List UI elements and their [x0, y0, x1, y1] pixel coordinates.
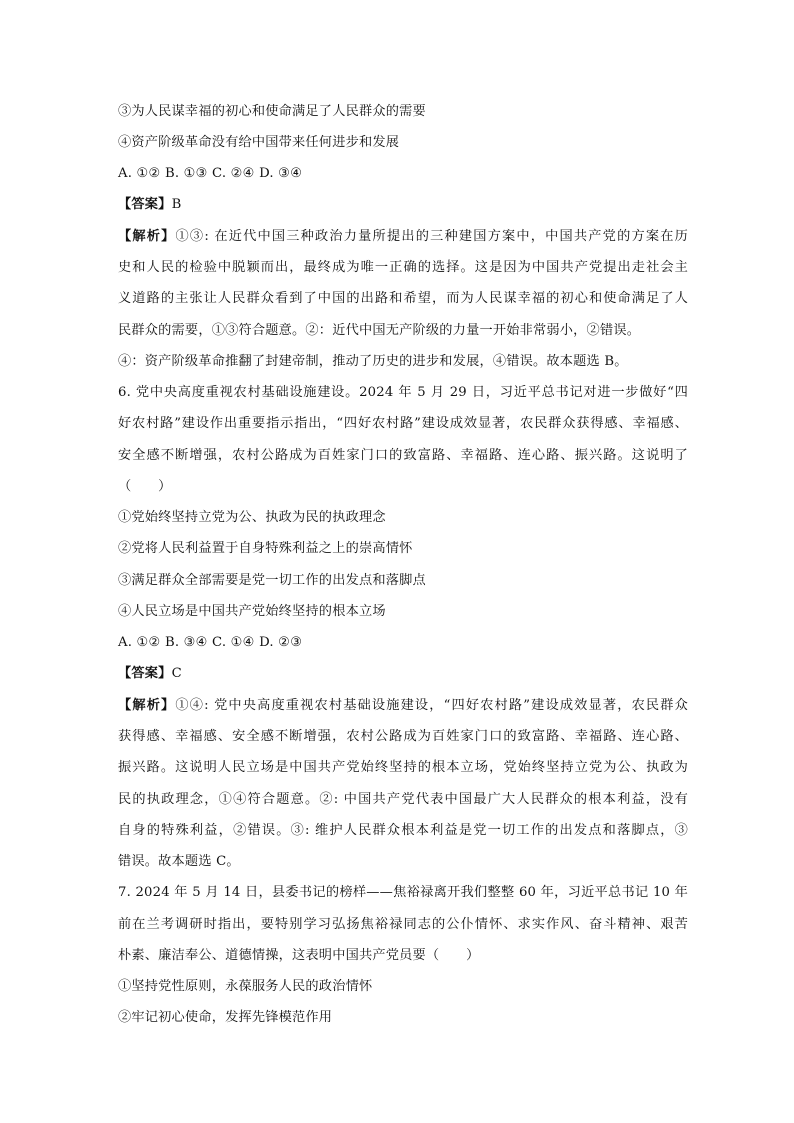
q5-option-4: ④资产阶级革命没有给中国带来任何进步和发展	[118, 135, 400, 150]
q6-option-2: ②党将人民利益置于自身特殊利益之上的崇高情怀	[118, 541, 413, 556]
analysis-label: 【解析】	[118, 229, 176, 244]
q7-option-1: ①坚持党性原则，永葆服务人民的政治情怀	[118, 979, 373, 994]
analysis-text: ①④: 党中央高度重视农村基础设施建设，“四好农村路”建设成效显著，农民群众	[175, 698, 688, 713]
q6-stem-line-3: 安全感不断增强，农村公路成为百姓家门口的致富路、幸福路、连心路、振兴路。这说明了	[118, 448, 688, 463]
answer-label: 【答案】	[118, 666, 172, 681]
q5-analysis-line-1	[118, 228, 688, 246]
q7-stem-line-2: 前在兰考调研时指出，要特别学习弘扬焦裕禄同志的公仆情怀、求实作风、奋斗精神、艰苦	[118, 917, 688, 932]
q5-analysis-line-5: ④：资产阶级革命推翻了封建帝制，推动了历史的进步和发展，④错误。故本题选 B。	[118, 354, 628, 369]
q6-answer	[118, 665, 688, 683]
q6-choices: A. ①② B. ③④ C. ①④ D. ②③	[118, 635, 303, 650]
q5-analysis-line-2: 史和人民的检验中脱颖而出，最终成为唯一正确的选择。这是因为中国共产党提出走社会主	[118, 260, 688, 275]
answer-value: C	[171, 666, 182, 681]
q5-choices: A. ①② B. ①③ C. ②④ D. ③④	[118, 166, 303, 181]
answer-value: B	[171, 197, 182, 212]
q5-analysis-line-4: 民群众的需要，①③符合题意。②：近代中国无产阶级的力量一开始非常弱小，②错误。	[118, 323, 641, 338]
q6-option-3: ③满足群众全部需要是党一切工作的出发点和落脚点	[118, 573, 426, 588]
q5-analysis-line-3: 义道路的主张让人民群众看到了中国的出路和希望，而为人民谋幸福的初心和使命满足了人	[118, 291, 688, 306]
q6-option-4: ④人民立场是中国共产党始终坚持的根本立场	[118, 604, 386, 619]
q6-analysis-line-1	[118, 697, 688, 715]
q5-option-3: ③为人民谋幸福的初心和使命满足了人民群众的需要	[118, 104, 426, 119]
q6-analysis-line-5: 自身的特殊利益，②错误。③: 维护人民群众根本利益是党一切工作的出发点和落脚点，③	[118, 823, 688, 838]
q6-stem-line-2: 好农村路”建设作出重要指示指出，“四好农村路”建设成效显著，农民群众获得感、幸福感、	[118, 416, 688, 431]
analysis-label: 【解析】	[118, 698, 176, 713]
analysis-text: ①③: 在近代中国三种政治力量所提出的三种建国方案中，中国共产党的方案在历	[175, 229, 688, 244]
q6-answer-bracket: （ ）	[118, 479, 172, 494]
q6-analysis-line-6: 错误。故本题选 C。	[118, 854, 240, 869]
answer-label: 【答案】	[118, 197, 172, 212]
q6-option-1: ①党始终坚持立党为公、执政为民的执政理念	[118, 510, 386, 525]
q6-stem-line-1: 6. 党中央高度重视农村基础设施建设。2024 年 5 月 29 日，习近平总书记对进一步做好“四	[118, 385, 688, 400]
q6-analysis-line-4: 民的执政理念，①④符合题意。②: 中国共产党代表中国最广大人民群众的根本利益，没有	[118, 792, 688, 807]
q7-stem-line-1: 7. 2024 年 5 月 14 日，县委书记的榜样——焦裕禄离开我们整整 60 年，习近平总书记 10 年	[118, 885, 688, 900]
q7-option-2: ②牢记初心使命，发挥先锋模范作用	[118, 1010, 333, 1025]
q6-analysis-line-3: 振兴路。这说明人民立场是中国共产党始终坚持的根本立场，党始终坚持立党为公、执政为	[118, 760, 688, 775]
q6-analysis-line-2: 获得感、幸福感、安全感不断增强，农村公路成为百姓家门口的致富路、幸福路、连心路、	[118, 729, 688, 744]
q7-stem-line-3: 朴素、廉洁奉公、道德情操，这表明中国共产党员要（ ）	[118, 948, 480, 963]
q5-answer	[118, 196, 688, 214]
